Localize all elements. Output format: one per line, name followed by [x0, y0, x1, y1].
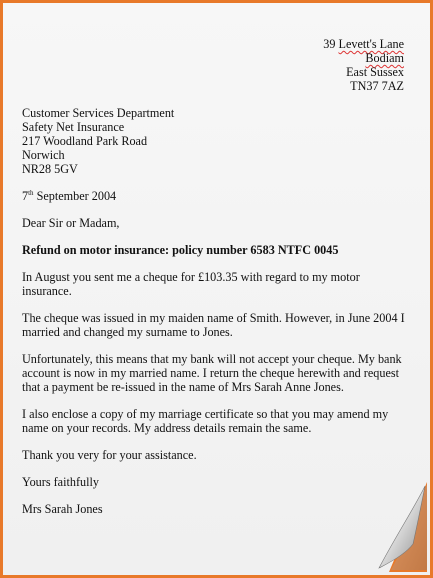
paragraph-4: I also enclose a copy of my marriage certificate so that you may amend my name on your records. My address details remain the same.	[22, 407, 389, 435]
salutation: Dear Sir or Madam,	[22, 216, 120, 230]
sender-address	[323, 37, 404, 93]
recipient-line-2: Safety Net Insurance	[22, 120, 125, 134]
sender-line-4: TN37 7AZ	[350, 79, 404, 93]
letter-page	[3, 3, 430, 575]
signature: Mrs Sarah Jones	[22, 502, 103, 516]
recipient-address	[22, 106, 412, 176]
recipient-line-5: NR28 5GV	[22, 162, 78, 176]
paragraph-3: Unfortunately, this means that my bank will not accept your cheque. My bank account is now in my married name. I return the cheque herewith and request that a payment be re-issued in the name of Mrs Sarah Anne Jones.	[22, 352, 402, 394]
sender-line-3: East Sussex	[346, 65, 404, 79]
paragraph-5: Thank you very for your assistance.	[22, 448, 197, 462]
closing: Yours faithfully	[22, 475, 99, 489]
recipient-line-4: Norwich	[22, 148, 65, 162]
sender-line-1: 39 Levett's Lane	[323, 37, 404, 51]
recipient-line-1: Customer Services Department	[22, 106, 175, 120]
sender-line-2: Bodiam	[365, 51, 404, 65]
paragraph-2: The cheque was issued in my maiden name of Smith. However, in June 2004 I married and changed my surname to Jones.	[22, 311, 405, 339]
sender-street: Levett's Lane	[338, 37, 404, 51]
page-curl-icon	[367, 482, 427, 572]
subject-line: Refund on motor insurance: policy number 6583 NTFC 0045	[22, 243, 339, 257]
letter-body	[22, 106, 412, 516]
paragraph-1: In August you sent me a cheque for £103.35 with regard to my motor insurance.	[22, 270, 360, 298]
letter-date: 7th September 2004	[22, 188, 117, 203]
recipient-line-3: 217 Woodland Park Road	[22, 134, 148, 148]
